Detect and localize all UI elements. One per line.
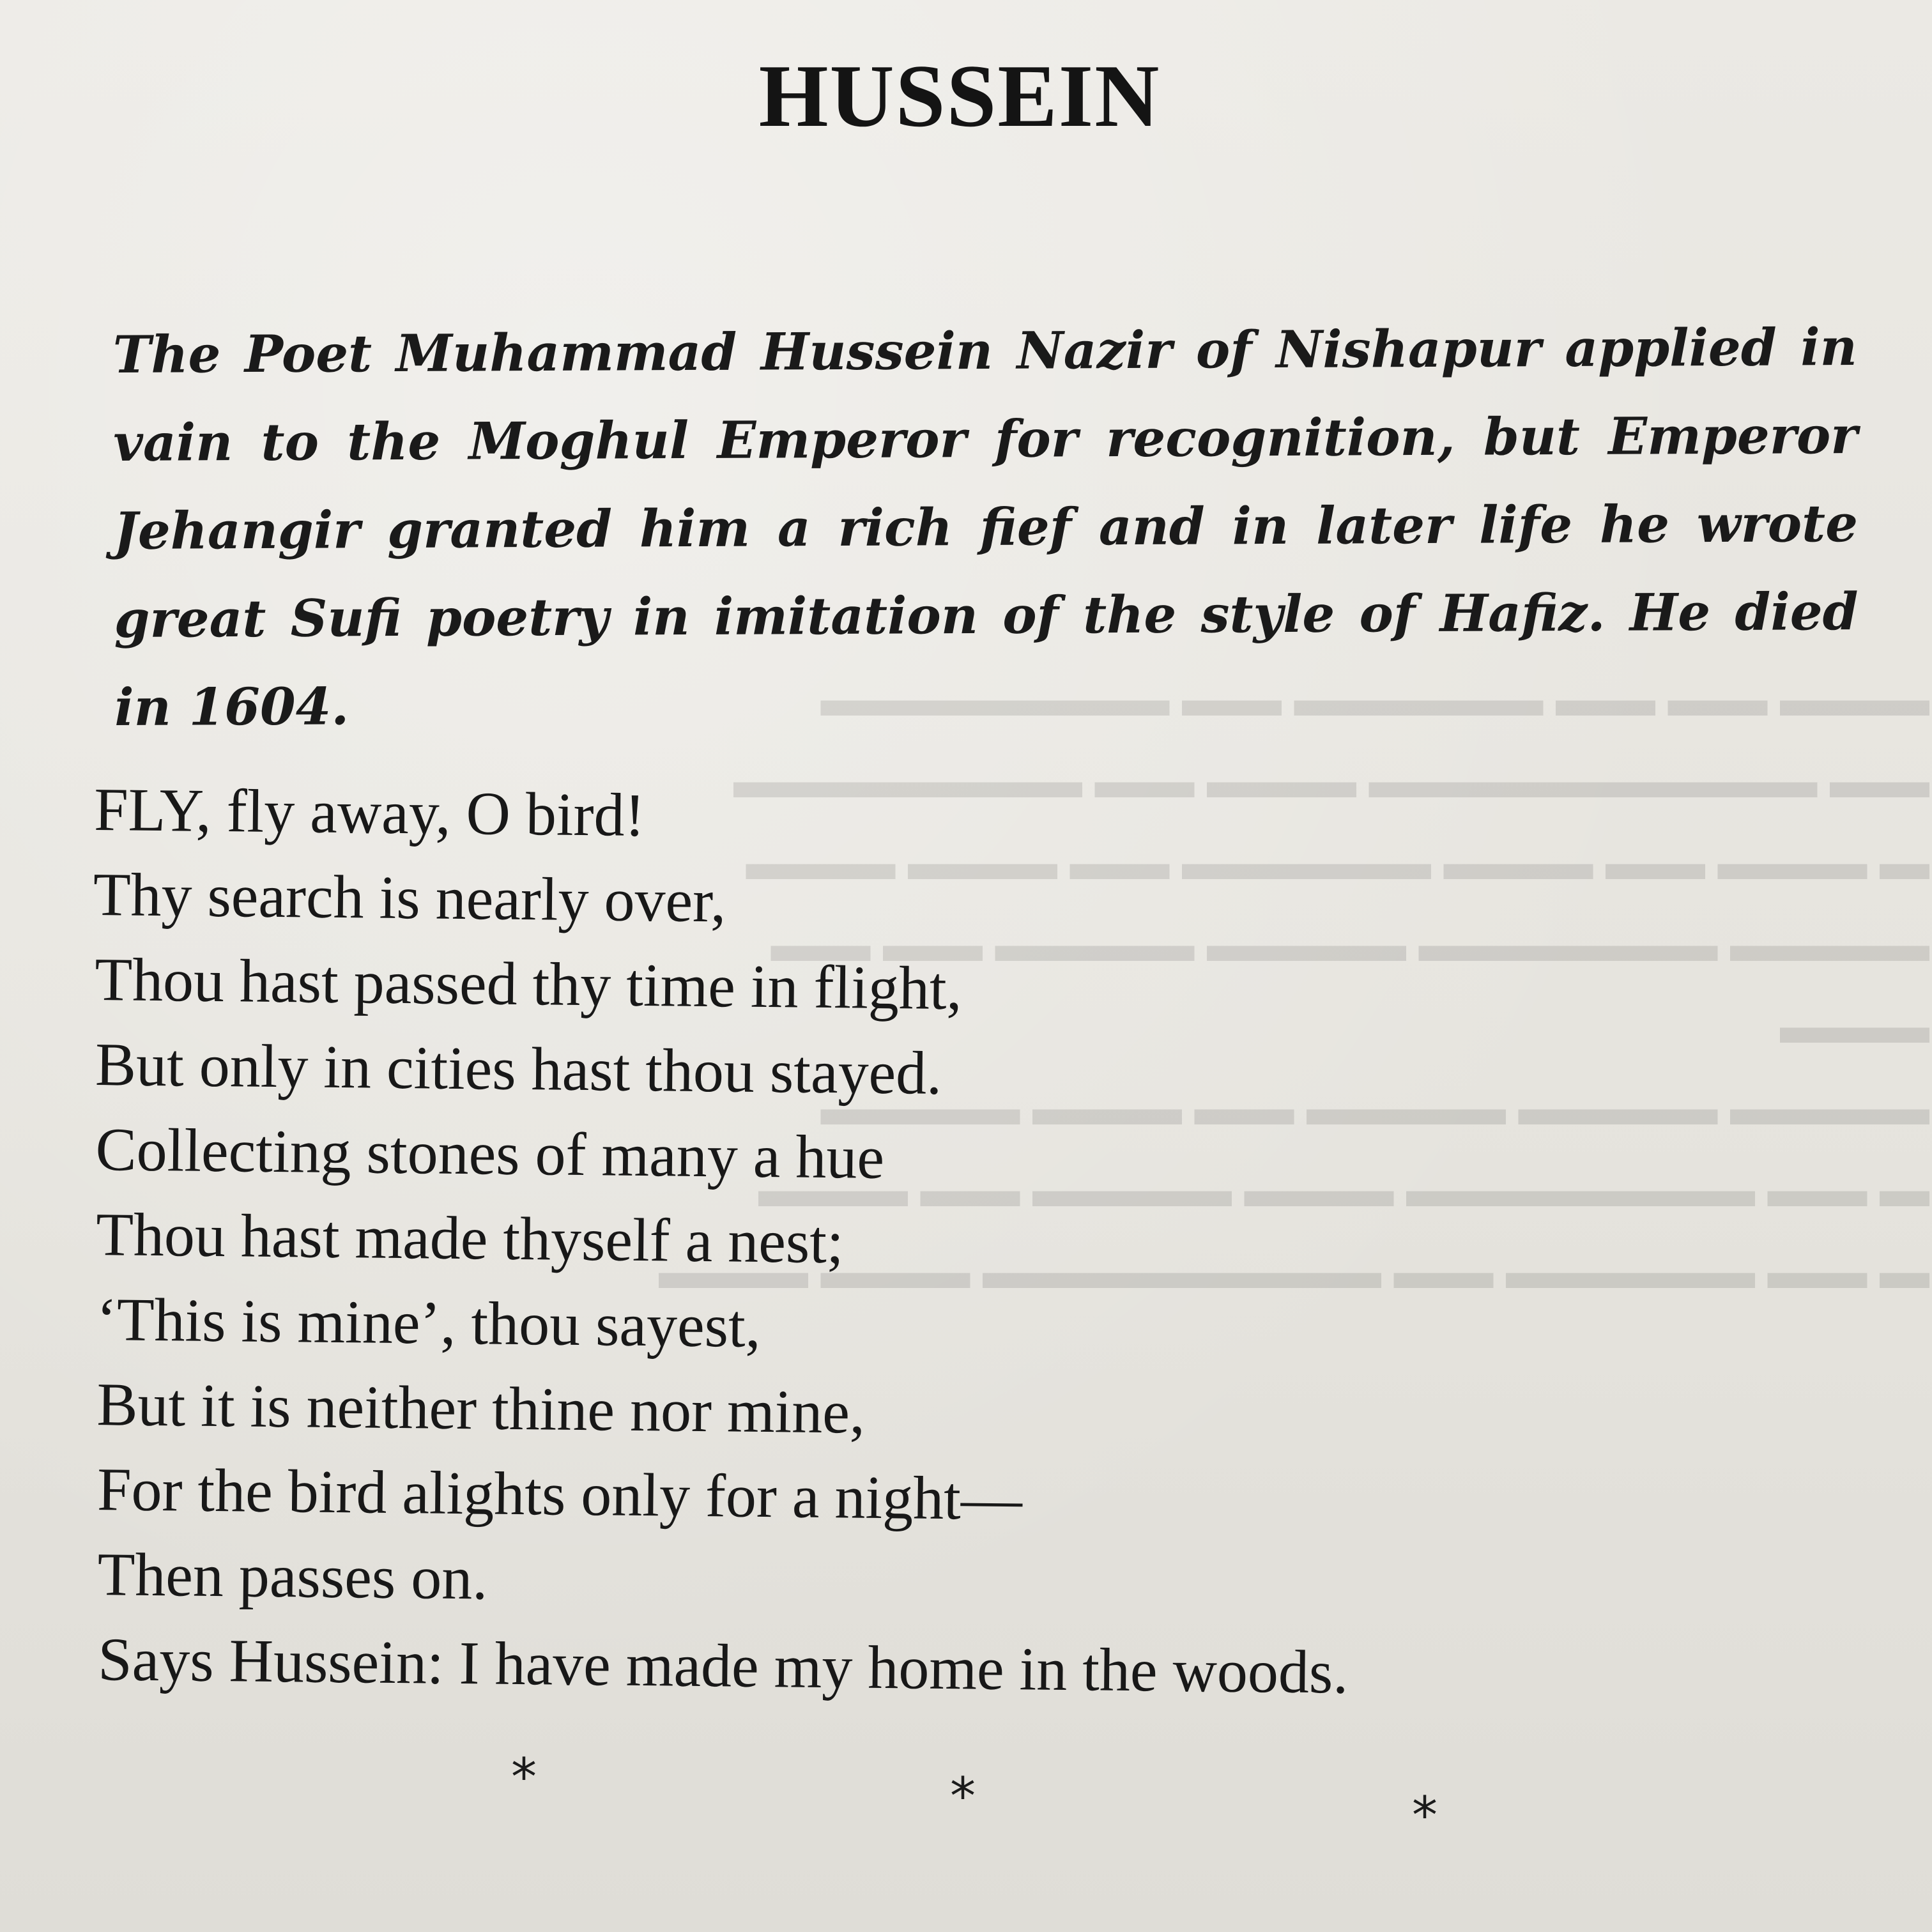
poem-line: Thy search is nearly over, xyxy=(93,859,726,935)
intro-paragraph: The Poet Muhammad Hussein Nazir of Nishapur applied in vain to the Moghul Emperor for recognition, but Emperor Jehangir granted him a rich fief and in later life he wrote great Sufi poetry in imitation of the style of Hafiz. He died in 1604. xyxy=(112,317,1859,737)
divider-star: * xyxy=(950,1767,976,1826)
bleed-through-text: ▬▬▬ ▬▬ ▬▬ ▬▬▬▬▬ ▬▬ ▬▬▬▬▬▬▬ ▬▬ ▬▬▬▬▬▬▬▬▬ ▬▬▬ ▬▬ ▬▬▬▬▬▬▬ ▬ ▬▬▬ ▬▬ ▬▬▬ ▬▬▬▬▬ ▬▬ ▬▬▬ ▬▬▬ ▬▬▬▬ ▬▬▬▬▬▬ ▬▬▬▬ ▬▬▬▬ ▬▬ ▬▬ ▬▬▬ ▬▬▬▬ ▬▬▬▬ ▬▬▬▬ ▬▬ ▬▬▬ ▬▬▬▬ ▬ ▬▬ ▬▬▬▬▬▬▬ ▬▬▬ ▬▬▬▬ ▬▬ ▬▬▬ ▬ ▬▬ ▬▬▬▬▬ ▬▬ ▬▬▬▬▬▬▬▬ ▬▬▬ ▬▬▬ xyxy=(659,671,1929,1299)
poem-line: Thou hast made thyself a nest; xyxy=(95,1200,845,1276)
section-divider xyxy=(0,1735,1932,1845)
poem-line: Collecting stones of many a hue xyxy=(95,1115,885,1192)
poem-line: But only in cities hast thou stayed. xyxy=(95,1030,942,1107)
divider-star: * xyxy=(511,1747,537,1807)
poem-line: But it is neither thine nor mine, xyxy=(96,1370,866,1446)
divider-star: * xyxy=(1412,1786,1438,1845)
poem-line: FLY, fly away, O bird! xyxy=(93,774,646,850)
poem-line: Thou hast passed thy time in flight, xyxy=(94,945,963,1023)
poem-line: Says Hussein: I have made my home in the woods. xyxy=(97,1625,1349,1706)
title-text: HUSSEIN xyxy=(758,47,1161,146)
poem-line: ‘This is mine’, thou sayest, xyxy=(96,1285,762,1360)
poem-line: For the bird alights only for a night— xyxy=(96,1455,1023,1533)
poem xyxy=(85,767,1820,1719)
poem-line: Then passes on. xyxy=(97,1540,488,1613)
page-title xyxy=(0,45,1932,148)
